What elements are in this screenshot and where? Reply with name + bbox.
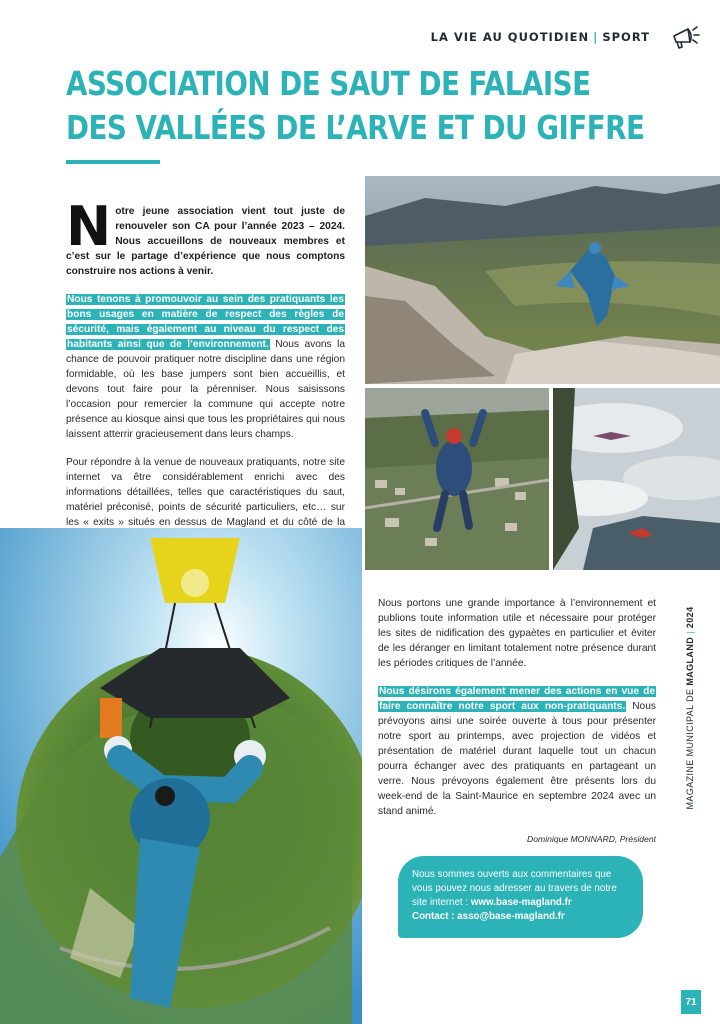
article-column-right [378,596,656,847]
drop-cap: N [66,195,112,258]
magazine-year: 2024 [685,606,695,628]
paragraph-5-text: Nous prévoyons ainsi une soirée ouverte à tous pour présenter notre sport au printemps, avec projection de vidéos et présentation de matériel durant laquelle tout un chacun pourra échanger avec des pratiquants en partageant un verre. Nous prévoyons également être présents lors du week-end de la Saint-Maurice en septembre 2024 avec un stand animé. [378,701,656,817]
intro-text: otre jeune association vient tout juste de renouveler son CA pour l’année 2023 – 2024. Nous accueillons de nouveaux membres et c’est sur le partage d’expérience que nous comptons construire nos actions à venir. [66,206,345,277]
section-separator: | [593,30,599,44]
section-name: LA VIE AU QUOTIDIEN [430,30,590,44]
subsection-name: SPORT [602,30,650,44]
contact-text: Nous sommes ouverts aux commentaires que vous pouvez nous adresser au travers de notre site internet : [412,869,617,908]
article-title [66,62,645,150]
magazine-prefix: MAGAZINE MUNICIPAL DE [685,685,695,809]
section-label [431,30,650,44]
title-line-1: ASSOCIATION DE SAUT DE FALAISE [66,64,591,103]
magazine-separator: | [685,630,695,634]
megaphone-icon [668,20,702,54]
article-signature: Dominique MONNARD, Président [527,834,656,844]
page-number: 71 [681,990,701,1014]
highlight-respect: Nous tenons à promouvoir au sein des pratiquants les bons usages en matière de respect des règles de sécurité, mais également au niveau du respect des habitants ainsi que de l’environnement. [67,294,344,350]
highlight-outreach: Nous désirons également mener des actions en vue de faire connaître notre sport aux non-pratiquants. [379,686,655,712]
photo-jumper-exit [365,388,549,570]
title-line-2: DES VALLÉES DE L’ARVE ET DU GIFFRE [66,108,645,147]
paragraph-5 [378,684,656,819]
photo-tiny-planet [0,528,362,1024]
magazine-town: MAGLAND [685,636,695,686]
paragraph-4: Nous portons une grande importance à l’environnement et publions toute information utile et nécessaire pour protéger les sites de nidification des gypaètes en particulier et éviter de les déranger en limitant totalement notre présence durant les périodes critiques de l’année. [378,598,656,669]
photo-cliff-jump [365,176,720,384]
website-link[interactable]: www.base-magland.fr [470,897,572,908]
contact-label: Contact : [412,911,458,922]
email-link[interactable]: asso@base-magland.fr [457,911,565,922]
paragraph-2 [66,292,345,442]
contact-bubble [398,856,643,938]
title-underline [66,160,160,164]
article-column-left [66,195,345,558]
intro-paragraph [66,195,345,279]
paragraph-2-text: Nous avons la chance de pouvoir pratiquer notre discipline dans une région formidable, où les base jumpers sont bien accueillis, et devons tout faire pour la pérenniser. Nous saisissons l’occasion pour remercier la commune qui accepte notre présence au kiosque ainsi que tous les propriétaires qui nous laissent atterrir gracieusement dans leurs champs. [66,339,345,440]
paragraph-3: Pour répondre à la venue de nouveaux pratiquants, notre site internet va être considérablement enrichi avec des informations détaillées, telles que caractéristiques du saut, matériel préconisé, points de sécurité particuliers, etc… sur les « exits » situés en dessus de Magland et du côté de la [66,457,345,528]
photo-wingsuit-clouds [553,388,720,570]
magazine-side-label [680,585,700,830]
